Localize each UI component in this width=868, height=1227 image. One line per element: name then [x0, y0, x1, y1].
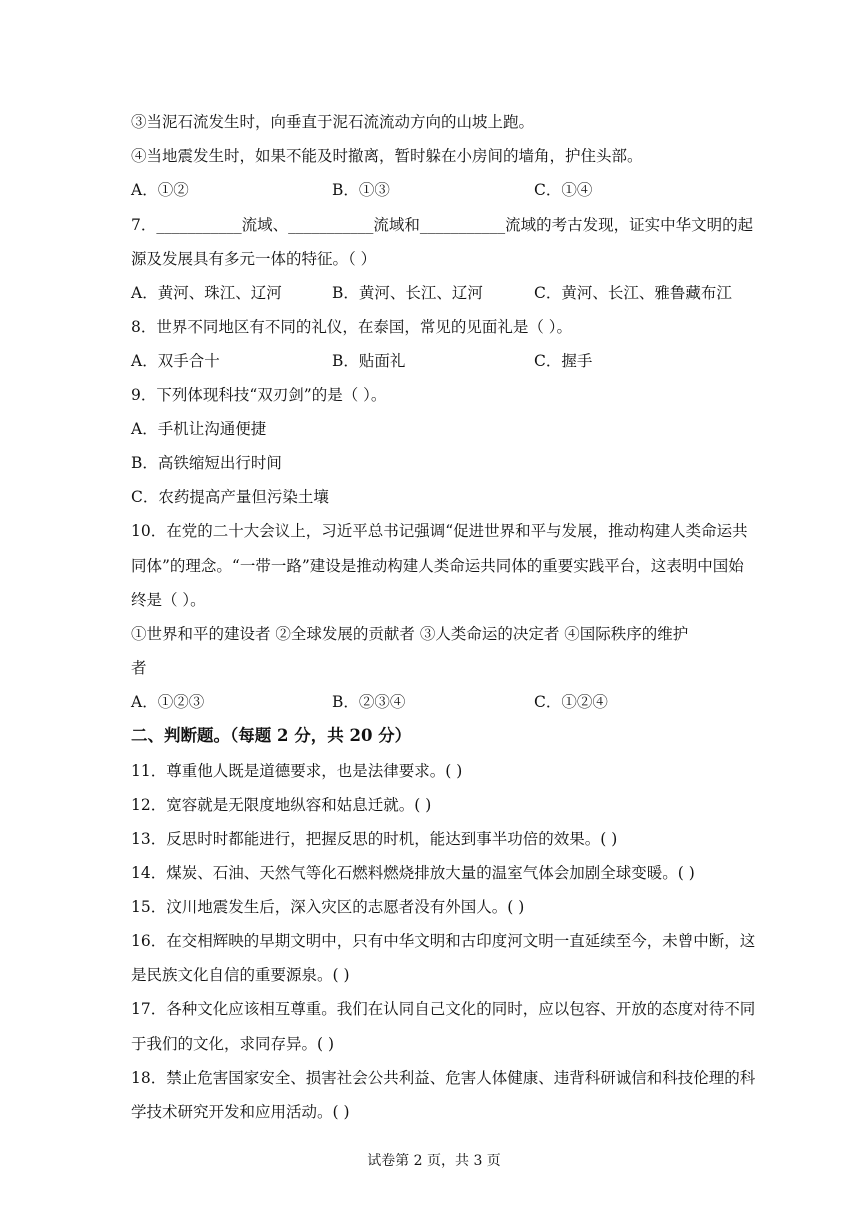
q10-stem-line-2: 同体”的理念。“一带一路”建设是推动构建人类命运共同体的重要实践平台，这表明中国始: [131, 557, 744, 575]
q17-line-2: 于我们的文化，求同存异。( ): [131, 1035, 335, 1053]
q8-option-b[interactable]: B．贴面礼: [332, 352, 406, 370]
q6-option-b[interactable]: B．①③: [332, 181, 390, 199]
q10-items-line-1: ①世界和平的建设者 ②全球发展的贡献者 ③人类命运的决定者 ④国际秩序的维护: [131, 625, 689, 643]
q7-option-a[interactable]: A．黄河、珠江、辽河: [131, 284, 282, 302]
q6-option-a[interactable]: A．①②: [131, 181, 189, 199]
section-2-heading: 二、判断题。（每题 2 分，共 20 分）: [131, 726, 412, 745]
q13: 13．反思时时都能进行，把握反思的时机，能达到事半功倍的效果。( ): [131, 830, 618, 848]
q10-option-c[interactable]: C．①②④: [534, 693, 608, 711]
q14: 14．煤炭、石油、天然气等化石燃料燃烧排放大量的温室气体会加剧全球变暖。( ): [131, 864, 695, 882]
q18-line-2: 学技术研究开发和应用活动。( ): [131, 1103, 350, 1121]
q8-option-a[interactable]: A．双手合十: [131, 352, 220, 370]
q8-option-c[interactable]: C．握手: [534, 352, 593, 370]
q16-line-2: 是民族文化自信的重要源泉。( ): [131, 966, 350, 984]
page-footer: 试卷第 2 页，共 3 页: [367, 1153, 501, 1169]
q8-stem: 8．世界不同地区有不同的礼仪，在泰国，常见的见面礼是（ ）。: [131, 318, 573, 336]
q11: 11．尊重他人既是道德要求，也是法律要求。( ): [131, 762, 463, 780]
q6-option-c[interactable]: C．①④: [534, 181, 593, 199]
q12: 12．宽容就是无限度地纵容和姑息迁就。( ): [131, 796, 432, 814]
q18-line-1: 18．禁止危害国家安全、损害社会公共利益、危害人体健康、违背科研诚信和科技伦理的科: [131, 1069, 756, 1087]
q10-stem-line-3: 终是（ ）。: [131, 591, 206, 609]
q17-line-1: 17．各种文化应该相互尊重。我们在认同自己文化的同时，应以包容、开放的态度对待不同: [131, 1000, 756, 1018]
q6-item-3: ③当泥石流发生时，向垂直于泥石流流动方向的山坡上跑。: [131, 113, 535, 131]
q7-option-b[interactable]: B．黄河、长江、辽河: [332, 284, 483, 302]
q16-line-1: 16．在交相辉映的早期文明中，只有中华文明和古印度河文明一直延续至今，未曾中断，这: [131, 932, 756, 950]
q10-stem-line-1: 10．在党的二十大会议上，习近平总书记强调“促进世界和平与发展，推动构建人类命运共: [131, 522, 748, 540]
q10-items-line-2: 者: [131, 659, 147, 677]
q9-option-c[interactable]: C．农药提高产量但污染土壤: [131, 488, 329, 506]
q9-option-b[interactable]: B．高铁缩短出行时间: [131, 454, 282, 472]
q10-option-b[interactable]: B．②③④: [332, 693, 406, 711]
q7-option-c[interactable]: C．黄河、长江、雅鲁藏布江: [534, 284, 732, 302]
q7-stem-line-2: 源及发展具有多元一体的特征。（ ）: [131, 250, 377, 268]
q6-item-4: ④当地震发生时，如果不能及时撤离，暂时躲在小房间的墙角，护住头部。: [131, 147, 643, 165]
q9-stem: 9．下列体现科技“双刃剑”的是（ ）。: [131, 386, 387, 404]
q9-option-a[interactable]: A．手机让沟通便捷: [131, 420, 267, 438]
q7-stem-line-1: 7．___________流域、___________流域和___________流域的考古发现，证实中华文明的起: [131, 216, 754, 234]
q10-option-a[interactable]: A．①②③: [131, 693, 205, 711]
q15: 15．汶川地震发生后，深入灾区的志愿者没有外国人。( ): [131, 898, 525, 916]
